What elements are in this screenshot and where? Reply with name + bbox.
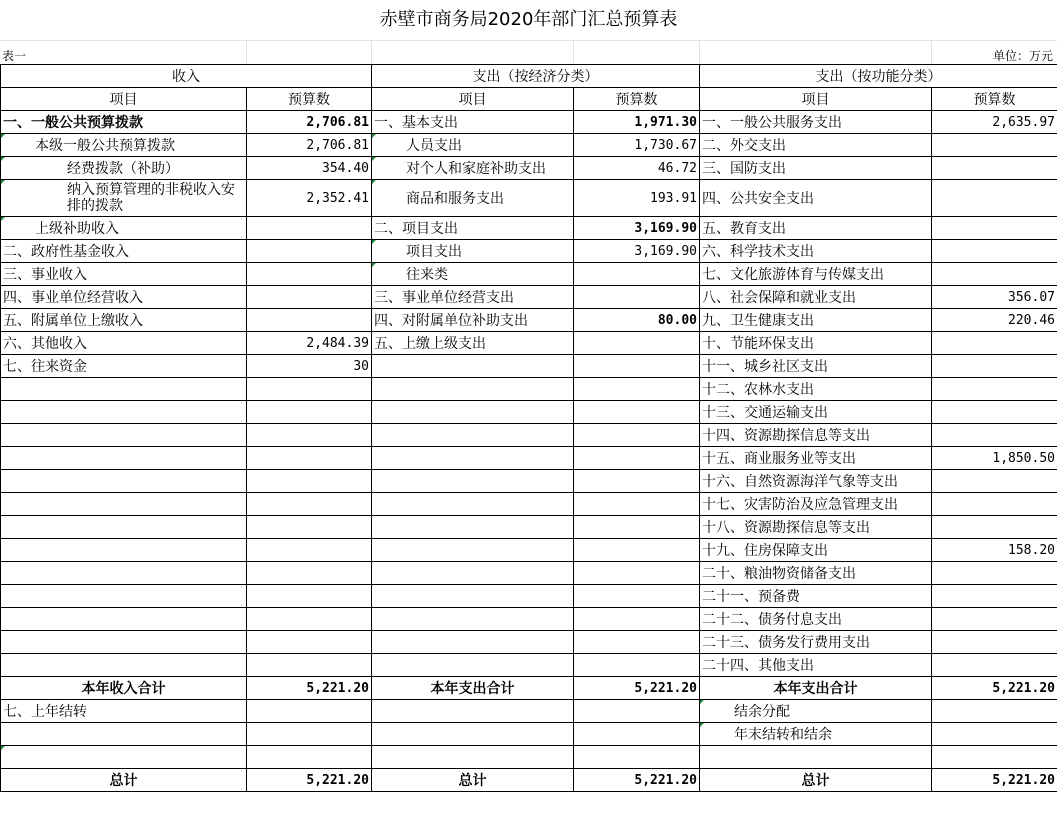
gridline (699, 40, 700, 64)
income-item-header: 项目 (1, 88, 247, 111)
func-item: 十、节能环保支出 (700, 332, 932, 355)
table-row (1, 424, 1057, 447)
func-item: 七、文化旅游体育与传媒支出 (700, 263, 932, 286)
budget-table (0, 64, 1057, 792)
carry-econ-amount (574, 700, 700, 723)
func-item: 十九、住房保障支出 (700, 539, 932, 562)
econ-amount (574, 470, 700, 493)
income-amount (247, 378, 372, 401)
carry-income-amount (247, 746, 372, 769)
year-total-row (1, 677, 1057, 700)
table-row (1, 654, 1057, 677)
econ-amount (574, 516, 700, 539)
econ-amount (574, 654, 700, 677)
carry-func-item (700, 746, 932, 769)
income-item: 二、政府性基金收入 (1, 240, 247, 263)
carry-income-amount (247, 700, 372, 723)
econ-amount (574, 263, 700, 286)
income-item (1, 447, 247, 470)
income-amount (247, 608, 372, 631)
econ-item (372, 470, 574, 493)
carry-row (1, 700, 1057, 723)
func-item: 十一、城乡社区支出 (700, 355, 932, 378)
table-row (1, 180, 1057, 217)
econ-amount (574, 562, 700, 585)
table-row (1, 157, 1057, 180)
income-amount (247, 516, 372, 539)
func-amount (932, 401, 1057, 424)
func-amount (932, 585, 1057, 608)
func-amount: 356.07 (932, 286, 1057, 309)
econ-amount (574, 332, 700, 355)
func-amount (932, 263, 1057, 286)
income-amount: 2,352.41 (247, 180, 372, 217)
income-item (1, 493, 247, 516)
carry-econ-item (372, 723, 574, 746)
table-row (1, 608, 1057, 631)
gridline (573, 40, 574, 64)
econ-item (372, 447, 574, 470)
carry-income-item (1, 746, 247, 769)
unit-label: 单位：万元 (992, 49, 1053, 63)
econ-group-header: 支出（按经济分类） (372, 65, 700, 88)
income-item: 七、往来资金 (1, 355, 247, 378)
income-item (1, 654, 247, 677)
table-row (1, 493, 1057, 516)
func-item: 二十、粮油物资储备支出 (700, 562, 932, 585)
gridline (931, 40, 932, 64)
income-amount (247, 309, 372, 332)
econ-item-header: 项目 (372, 88, 574, 111)
carry-income-item (1, 723, 247, 746)
income-item: 纳入预算管理的非税收入安排的拨款 (1, 180, 247, 217)
income-amount (247, 562, 372, 585)
income-amount: 2,706.81 (247, 134, 372, 157)
income-item: 五、附属单位上缴收入 (1, 309, 247, 332)
table-row (1, 447, 1057, 470)
table-row (1, 470, 1057, 493)
econ-total-amount: 5,221.20 (574, 677, 700, 700)
carry-income-amount (247, 723, 372, 746)
carry-func-amount (932, 700, 1057, 723)
income-item: 三、事业收入 (1, 263, 247, 286)
econ-item (372, 424, 574, 447)
income-group-header: 收入 (1, 65, 372, 88)
func-amount (932, 180, 1057, 217)
econ-amount (574, 424, 700, 447)
econ-item: 三、事业单位经营支出 (372, 286, 574, 309)
gridline (246, 40, 247, 64)
grand-total-row (1, 769, 1057, 792)
income-amount (247, 240, 372, 263)
grand-total-func-amount: 5,221.20 (932, 769, 1057, 792)
func-item: 十七、灾害防治及应急管理支出 (700, 493, 932, 516)
income-amount-header: 预算数 (247, 88, 372, 111)
table-row (1, 286, 1057, 309)
func-amount (932, 631, 1057, 654)
table-row (1, 332, 1057, 355)
func-amount (932, 240, 1057, 263)
income-item: 本级一般公共预算拨款 (1, 134, 247, 157)
income-item (1, 562, 247, 585)
func-amount (932, 516, 1057, 539)
func-amount: 158.20 (932, 539, 1057, 562)
func-amount (932, 424, 1057, 447)
econ-item (372, 539, 574, 562)
econ-amount: 3,169.90 (574, 240, 700, 263)
func-item: 十三、交通运输支出 (700, 401, 932, 424)
func-item: 二十二、债务付息支出 (700, 608, 932, 631)
carry-econ-amount (574, 746, 700, 769)
income-item (1, 631, 247, 654)
income-total-label: 本年收入合计 (1, 677, 247, 700)
func-item: 十四、资源勘探信息等支出 (700, 424, 932, 447)
econ-item: 一、基本支出 (372, 111, 574, 134)
func-amount (932, 157, 1057, 180)
econ-amount: 1,971.30 (574, 111, 700, 134)
table-id: 表一 (2, 49, 27, 63)
table-row (1, 378, 1057, 401)
econ-item (372, 355, 574, 378)
table-row (1, 355, 1057, 378)
econ-item: 往来类 (372, 263, 574, 286)
income-amount (247, 539, 372, 562)
income-item: 一、一般公共预算拨款 (1, 111, 247, 134)
func-amount (932, 608, 1057, 631)
group-header-row (1, 65, 1057, 88)
table-row (1, 263, 1057, 286)
income-amount (247, 585, 372, 608)
econ-item (372, 378, 574, 401)
carry-econ-item (372, 700, 574, 723)
income-item (1, 539, 247, 562)
econ-amount (574, 539, 700, 562)
econ-amount: 46.72 (574, 157, 700, 180)
income-item: 上级补助收入 (1, 217, 247, 240)
func-amount (932, 378, 1057, 401)
func-item: 一、一般公共服务支出 (700, 111, 932, 134)
grand-total-income-amount: 5,221.20 (247, 769, 372, 792)
income-item (1, 608, 247, 631)
econ-item: 人员支出 (372, 134, 574, 157)
func-group-header: 支出（按功能分类） (700, 65, 1057, 88)
econ-item (372, 631, 574, 654)
income-item: 四、事业单位经营收入 (1, 286, 247, 309)
func-item: 五、教育支出 (700, 217, 932, 240)
func-item-header: 项目 (700, 88, 932, 111)
func-amount: 2,635.97 (932, 111, 1057, 134)
func-amount (932, 217, 1057, 240)
econ-amount (574, 378, 700, 401)
table-row (1, 516, 1057, 539)
func-item: 二十三、债务发行费用支出 (700, 631, 932, 654)
income-amount: 30 (247, 355, 372, 378)
income-item: 经费拨款（补助） (1, 157, 247, 180)
income-amount (247, 447, 372, 470)
func-item: 八、社会保障和就业支出 (700, 286, 932, 309)
income-item (1, 378, 247, 401)
carry-func-amount (932, 723, 1057, 746)
income-amount (247, 631, 372, 654)
income-amount (247, 654, 372, 677)
econ-amount (574, 355, 700, 378)
gridline (0, 40, 1057, 41)
table-row (1, 562, 1057, 585)
income-item (1, 516, 247, 539)
econ-amount (574, 631, 700, 654)
econ-item (372, 401, 574, 424)
econ-amount (574, 493, 700, 516)
func-amount: 220.46 (932, 309, 1057, 332)
income-amount (247, 217, 372, 240)
table-row (1, 309, 1057, 332)
func-item: 四、公共安全支出 (700, 180, 932, 217)
table-row (1, 401, 1057, 424)
func-item: 十二、农林水支出 (700, 378, 932, 401)
econ-item: 项目支出 (372, 240, 574, 263)
table-row (1, 240, 1057, 263)
table-row (1, 539, 1057, 562)
table-row (1, 217, 1057, 240)
gridline (371, 40, 372, 64)
income-amount (247, 263, 372, 286)
grand-total-func-label: 总计 (700, 769, 932, 792)
econ-amount: 80.00 (574, 309, 700, 332)
econ-item: 商品和服务支出 (372, 180, 574, 217)
econ-item (372, 493, 574, 516)
func-item: 十六、自然资源海洋气象等支出 (700, 470, 932, 493)
func-total-amount: 5,221.20 (932, 677, 1057, 700)
econ-item: 五、上缴上级支出 (372, 332, 574, 355)
income-item (1, 470, 247, 493)
income-amount: 354.40 (247, 157, 372, 180)
econ-amount (574, 286, 700, 309)
income-amount (247, 424, 372, 447)
income-amount: 2,484.39 (247, 332, 372, 355)
income-amount (247, 401, 372, 424)
income-item (1, 401, 247, 424)
econ-item (372, 516, 574, 539)
carry-row (1, 723, 1057, 746)
econ-amount: 193.91 (574, 180, 700, 217)
func-item: 二、外交支出 (700, 134, 932, 157)
table-row (1, 134, 1057, 157)
func-amount: 1,850.50 (932, 447, 1057, 470)
func-item: 十八、资源勘探信息等支出 (700, 516, 932, 539)
econ-item (372, 654, 574, 677)
func-item: 六、科学技术支出 (700, 240, 932, 263)
grand-total-econ-amount: 5,221.20 (574, 769, 700, 792)
carry-econ-amount (574, 723, 700, 746)
income-amount: 2,706.81 (247, 111, 372, 134)
table-row (1, 111, 1057, 134)
income-amount (247, 493, 372, 516)
func-amount (932, 355, 1057, 378)
econ-item (372, 608, 574, 631)
econ-total-label: 本年支出合计 (372, 677, 574, 700)
econ-amount: 3,169.90 (574, 217, 700, 240)
func-amount (932, 562, 1057, 585)
econ-amount: 1,730.67 (574, 134, 700, 157)
func-amount (932, 134, 1057, 157)
carry-func-item: 结余分配 (700, 700, 932, 723)
func-amount (932, 654, 1057, 677)
func-amount-header: 预算数 (932, 88, 1057, 111)
func-amount (932, 493, 1057, 516)
econ-item (372, 562, 574, 585)
grand-total-income-label: 总计 (1, 769, 247, 792)
income-amount (247, 286, 372, 309)
func-amount (932, 470, 1057, 493)
econ-amount (574, 608, 700, 631)
func-item: 三、国防支出 (700, 157, 932, 180)
income-total-amount: 5,221.20 (247, 677, 372, 700)
func-item: 十五、商业服务业等支出 (700, 447, 932, 470)
income-amount (247, 470, 372, 493)
econ-item (372, 585, 574, 608)
carry-func-amount (932, 746, 1057, 769)
carry-income-item: 七、上年结转 (1, 700, 247, 723)
carry-func-item: 年末结转和结余 (700, 723, 932, 746)
column-header-row (1, 88, 1057, 111)
table-row (1, 631, 1057, 654)
econ-item: 二、项目支出 (372, 217, 574, 240)
func-amount (932, 332, 1057, 355)
func-item: 二十四、其他支出 (700, 654, 932, 677)
econ-amount (574, 585, 700, 608)
carry-econ-item (372, 746, 574, 769)
income-item (1, 424, 247, 447)
econ-amount-header: 预算数 (574, 88, 700, 111)
page-title: 赤壁市商务局2020年部门汇总预算表 (379, 9, 678, 30)
table-row (1, 585, 1057, 608)
econ-item: 对个人和家庭补助支出 (372, 157, 574, 180)
func-item: 二十一、预备费 (700, 585, 932, 608)
income-item: 六、其他收入 (1, 332, 247, 355)
carry-row (1, 746, 1057, 769)
func-item: 九、卫生健康支出 (700, 309, 932, 332)
grand-total-econ-label: 总计 (372, 769, 574, 792)
func-total-label: 本年支出合计 (700, 677, 932, 700)
econ-item: 四、对附属单位补助支出 (372, 309, 574, 332)
econ-amount (574, 447, 700, 470)
econ-amount (574, 401, 700, 424)
income-item (1, 585, 247, 608)
